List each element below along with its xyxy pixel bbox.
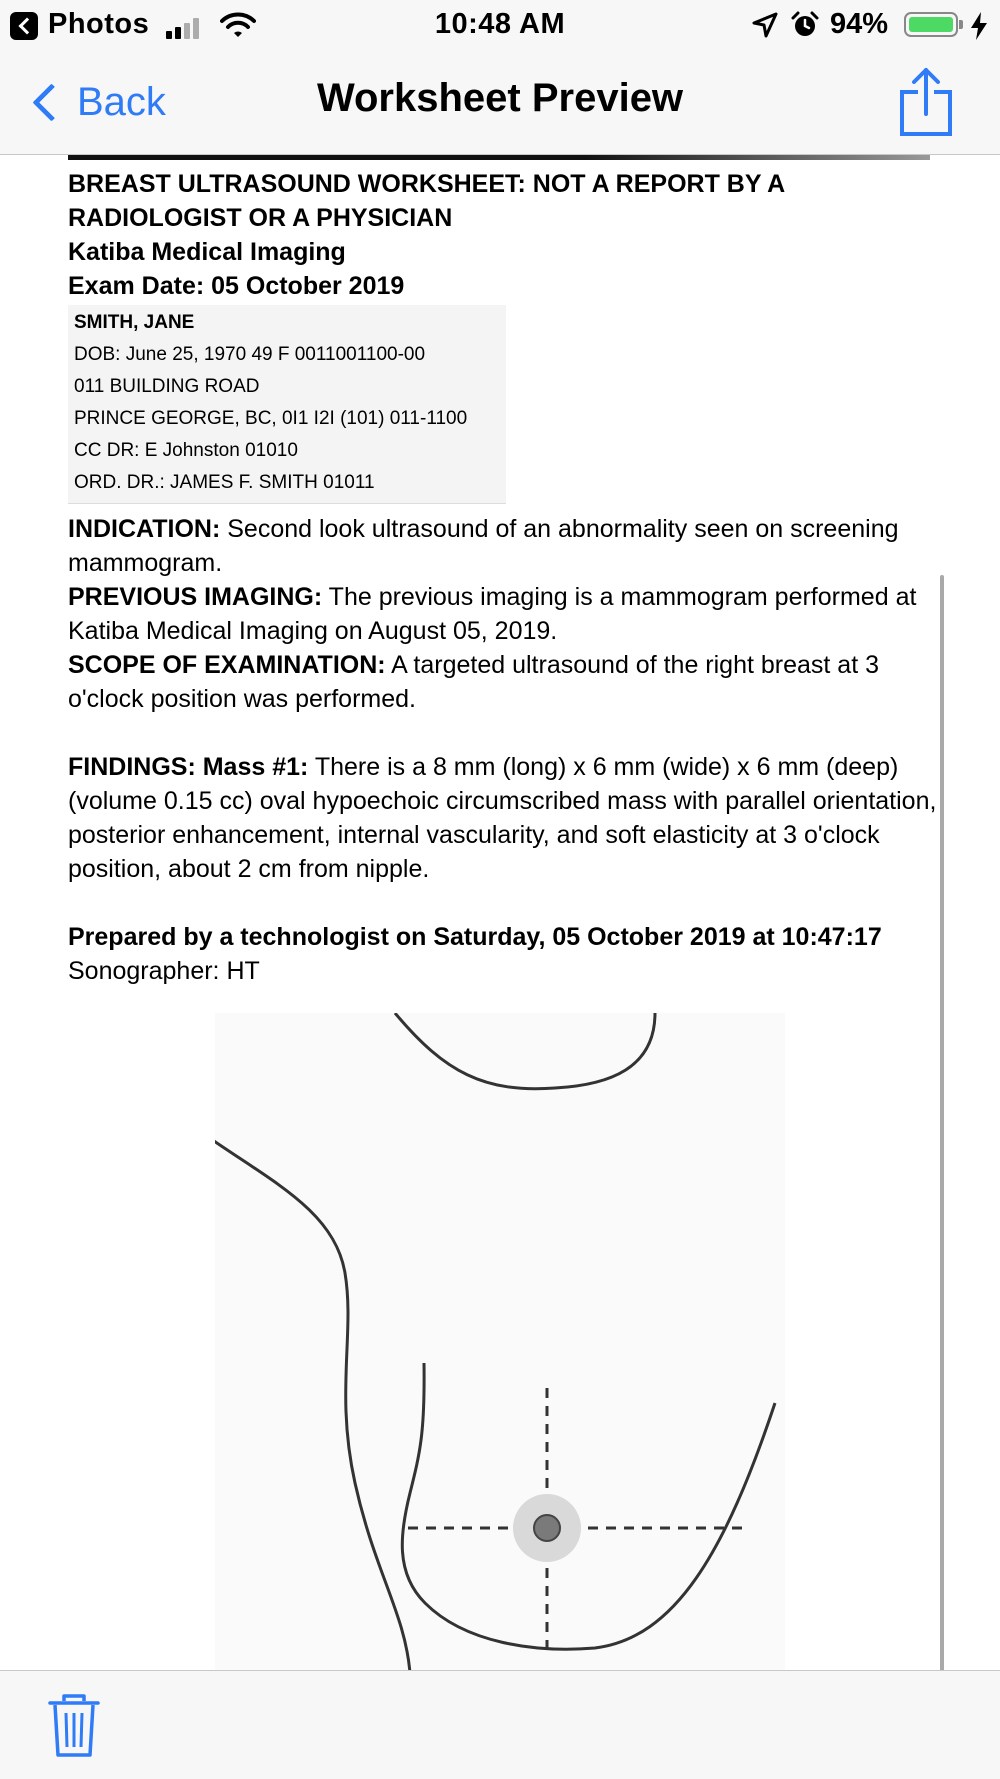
exam-date: Exam Date: 05 October 2019	[68, 272, 405, 300]
battery-icon	[904, 12, 958, 37]
indication-label: INDICATION:	[68, 515, 221, 543]
patient-label-card	[68, 305, 506, 504]
battery-percent: 94%	[830, 8, 889, 40]
patient-ordering-doctor: ORD. DR.: JAMES F. SMITH 01011	[74, 472, 375, 493]
worksheet-preview[interactable]	[0, 155, 1000, 1670]
diagram-mass-marker	[534, 1515, 560, 1541]
scrollbar[interactable]	[940, 575, 944, 1670]
diagram-shoulder-line	[215, 1141, 410, 1670]
prepared-by: Prepared by a technologist on Saturday, 05 October 2019 at 10:47:17	[68, 923, 882, 951]
clock: 10:48 AM	[434, 8, 566, 40]
sonographer: Sonographer: HT	[68, 957, 260, 985]
patient-city: PRINCE GEORGE, BC, 0I1 I2I (101) 011-1100	[74, 408, 468, 429]
navigation-bar	[0, 52, 1000, 155]
page-title: Worksheet Preview	[316, 76, 684, 120]
patient-name: SMITH, JANE	[74, 312, 195, 333]
patient-dob: DOB: June 25, 1970 49 F 0011001100-00	[74, 344, 426, 365]
scope-text: A targeted ultrasound of the right breast at 3 o'clock position was performed.	[68, 651, 879, 713]
indication	[68, 512, 948, 580]
diagram-breast-outline	[402, 1363, 775, 1649]
charging-icon	[968, 11, 990, 41]
facility-name: Katiba Medical Imaging	[68, 238, 346, 266]
alarm-icon	[790, 10, 820, 40]
scope-label: SCOPE OF EXAMINATION:	[68, 651, 386, 679]
bottom-toolbar	[0, 1670, 1000, 1779]
worksheet-heading: BREAST ULTRASOUND WORKSHEET: NOT A REPORT BY A RADIOLOGIST OR A PHYSICIAN	[68, 170, 785, 232]
findings	[68, 750, 948, 886]
breast-diagram	[215, 1013, 785, 1670]
patient-address: 011 BUILDING ROAD	[74, 376, 260, 397]
previous-imaging-text: The previous imaging is a mammogram performed at Katiba Medical Imaging on August 05, 2019.	[68, 583, 917, 645]
patient-cc-doctor: CC DR: E Johnston 01010	[74, 440, 298, 461]
document-top-rule	[68, 155, 930, 160]
back-button-label: Back	[77, 79, 166, 124]
diagram-neck-curve	[395, 1013, 655, 1089]
location-icon	[752, 12, 778, 38]
previous-imaging-label: PREVIOUS IMAGING:	[68, 583, 323, 611]
status-bar	[0, 0, 1000, 52]
scope	[68, 648, 948, 716]
findings-text: There is a 8 mm (long) x 6 mm (wide) x 6 mm (deep) (volume 0.15 cc) oval hypoechoic circumscribed mass with parallel orientation, posterior enhancement, internal vascularity, and soft elasticity at 3 o'clock position, about 2 cm from nipple.	[68, 753, 937, 883]
findings-label: FINDINGS: Mass #1:	[68, 753, 309, 781]
worksheet-text	[68, 167, 948, 988]
trash-icon[interactable]	[48, 1693, 100, 1759]
indication-text: Second look ultrasound of an abnormality seen on screening mammogram.	[68, 515, 899, 577]
previous-imaging	[68, 580, 948, 648]
back-to-app-label[interactable]: Photos	[48, 8, 150, 40]
share-icon[interactable]	[898, 66, 954, 138]
